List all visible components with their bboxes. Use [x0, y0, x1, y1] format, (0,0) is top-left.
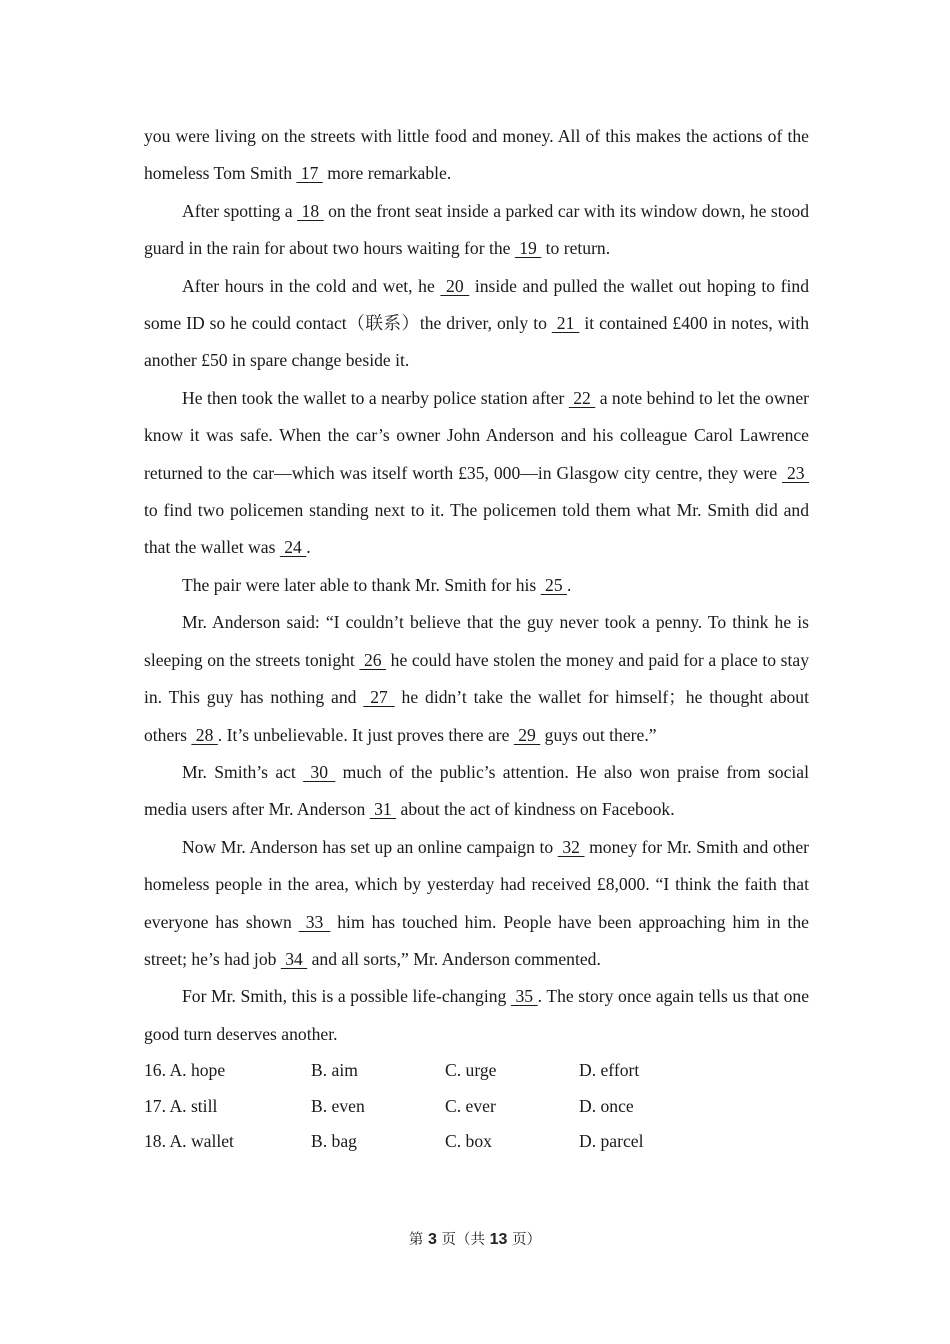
- blank-number: 22: [568, 387, 596, 408]
- footer-suffix: 页）: [512, 1232, 542, 1248]
- option-a-text: A. still: [169, 1095, 218, 1116]
- blank-number: 35: [510, 986, 538, 1007]
- blank-number: 33: [298, 911, 331, 932]
- passage-text: you were living on the streets with little food and money. All of this makes the actions of the homeless Tom Smith: [144, 126, 809, 184]
- blank-number: 34: [280, 948, 308, 969]
- option-b: B. bag: [311, 1131, 357, 1152]
- blank-number: 30: [303, 761, 336, 782]
- blank-number: 32: [557, 836, 585, 857]
- paragraph: [144, 380, 809, 567]
- passage-text: He then took the wallet to a nearby police station after: [182, 387, 569, 408]
- passage-text: .: [306, 537, 311, 558]
- passage-text: and all sorts,” Mr. Anderson commented.: [307, 948, 601, 969]
- passage-text: it contained £400 in notes, with another £50 in spare change beside it.: [144, 313, 809, 371]
- question-number: 18.: [144, 1131, 166, 1152]
- footer-prefix: 第: [408, 1232, 424, 1248]
- blank-number: 17: [296, 163, 323, 184]
- paragraph: [144, 118, 809, 193]
- footer-middle: 页（共: [441, 1232, 486, 1248]
- option-a-text: A. wallet: [169, 1131, 234, 1152]
- blank-number: 28: [191, 724, 218, 745]
- paragraph: [144, 829, 809, 979]
- paragraph: [144, 604, 809, 754]
- question-options-row: [144, 1053, 809, 1089]
- answer-options: [144, 1053, 809, 1160]
- passage-text: money for Mr. Smith and other homeless people in the area, which by yesterday had received £8,000. “I think the faith that everyone has shown: [144, 836, 809, 932]
- passage-text: For Mr. Smith, this is a possible life-changing: [182, 986, 511, 1007]
- paragraph: [144, 567, 809, 604]
- paragraph: [144, 754, 809, 829]
- passage-text: to return.: [541, 238, 611, 259]
- passage-text: him has touched him. People have been approaching him in the street; he’s had job: [144, 911, 809, 969]
- option-d: D. parcel: [579, 1131, 644, 1152]
- option-a: [144, 1124, 234, 1160]
- total-page-number: 13: [489, 1231, 508, 1248]
- passage-text: much of the public’s attention. He also won praise from social media users after Mr. Anderson: [144, 761, 809, 820]
- passage-text: about the act of kindness on Facebook.: [396, 799, 675, 820]
- option-d: D. effort: [579, 1060, 640, 1081]
- question-options-row: [144, 1124, 809, 1160]
- passage-text: Mr. Smith’s act: [182, 761, 304, 782]
- passage-text: Now Mr. Anderson has set up an online campaign to: [182, 836, 558, 857]
- blank-number: 27: [363, 687, 395, 708]
- passage-text: . The story once again tells us that one good turn deserves another.: [144, 986, 810, 1044]
- option-c: C. ever: [445, 1095, 496, 1116]
- blank-number: 31: [369, 799, 397, 820]
- page-footer: [0, 1228, 950, 1249]
- passage-text: a note behind to let the owner know it was safe. When the car’s owner John Anderson and his colleague Carol Lawrence returned to the car—which was itself worth £35, 000—in Glasgow city centre, they were: [144, 387, 810, 483]
- option-b: B. even: [311, 1095, 365, 1116]
- blank-number: 26: [359, 649, 387, 670]
- blank-number: 18: [297, 200, 324, 221]
- passage-text: guys out there.”: [540, 724, 657, 745]
- passage-text: inside and pulled the wallet out hoping to find some ID so he could contact（联系）the driver, only to: [144, 275, 810, 334]
- current-page-number: 3: [428, 1231, 437, 1248]
- document-page: [144, 118, 809, 1160]
- option-d: D. once: [579, 1095, 634, 1116]
- option-c: C. box: [445, 1131, 492, 1152]
- blank-number: 25: [540, 574, 568, 595]
- cloze-passage: [144, 118, 809, 1053]
- option-c: C. urge: [445, 1060, 497, 1081]
- option-b: B. aim: [311, 1060, 358, 1081]
- paragraph: [144, 268, 809, 380]
- blank-number: 24: [279, 537, 307, 558]
- question-number: 17.: [144, 1095, 166, 1116]
- passage-text: he could have stolen the money and paid for a place to stay in. This guy has nothing and: [144, 649, 809, 708]
- option-a-text: A. hope: [169, 1060, 226, 1081]
- blank-number: 19: [514, 238, 542, 259]
- option-a: [144, 1053, 225, 1089]
- paragraph: [144, 978, 809, 1053]
- blank-number: 29: [513, 724, 541, 745]
- passage-text: Mr. Anderson said: “I couldn’t believe that the guy never took a penny. To think he is sleeping on the streets tonight: [144, 612, 809, 670]
- passage-text: .: [567, 574, 572, 595]
- passage-text: on the front seat inside a parked car with its window down, he stood guard in the rain for about two hours waiting for the: [144, 200, 810, 259]
- option-a: [144, 1089, 217, 1125]
- question-options-row: [144, 1089, 809, 1125]
- blank-number: 23: [782, 462, 809, 483]
- blank-number: 21: [551, 313, 580, 334]
- passage-text: After hours in the cold and wet, he: [182, 275, 441, 296]
- blank-number: 20: [440, 275, 470, 296]
- passage-text: The pair were later able to thank Mr. Smith for his: [182, 574, 541, 595]
- passage-text: . It’s unbelievable. It just proves there are: [217, 724, 514, 745]
- question-number: 16.: [144, 1060, 166, 1081]
- passage-text: more remarkable.: [322, 163, 452, 184]
- paragraph: [144, 193, 809, 268]
- passage-text: After spotting a: [182, 200, 298, 221]
- passage-text: to find two policemen standing next to it. The policemen told them what Mr. Smith did and that the wallet was: [144, 500, 809, 558]
- passage-text: he didn’t take the wallet for himself；he thought about others: [144, 687, 809, 745]
